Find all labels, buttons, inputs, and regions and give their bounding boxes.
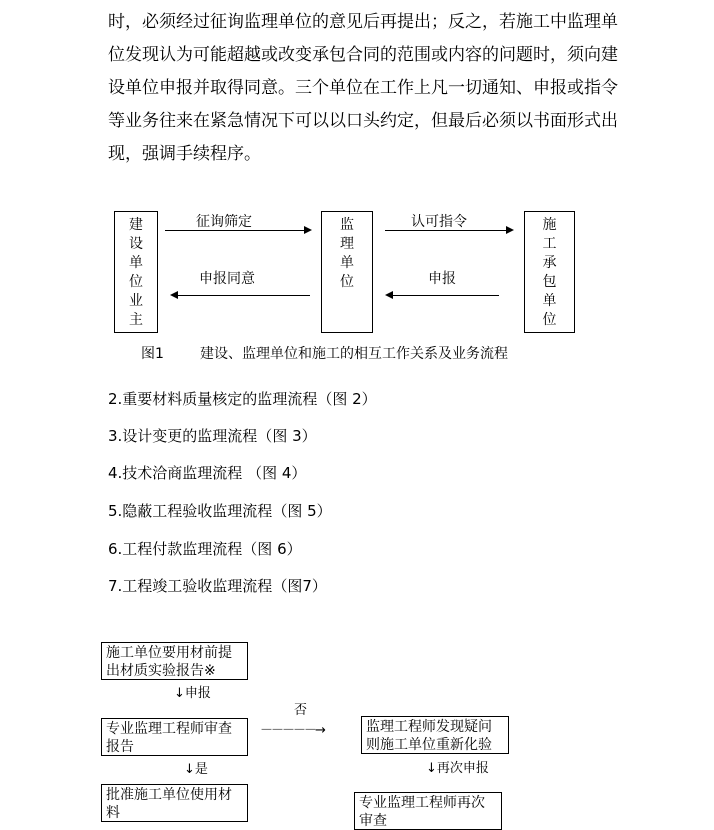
box-supervisor-char: 理: [340, 236, 354, 252]
flow-box-line: 批准施工单位使用材: [106, 787, 232, 803]
box-owner-char: 单: [129, 255, 143, 271]
box-supervisor-char: 位: [340, 274, 354, 290]
list-item: 3.设计变更的监理流程（图 3）: [108, 427, 317, 445]
box-contractor-char: 位: [542, 312, 557, 328]
box-contractor-char: 工: [542, 236, 557, 252]
arrow-right-icon: [304, 226, 312, 234]
box-contractor-char: 单: [542, 293, 557, 309]
flow-box-approve-material: [101, 784, 248, 822]
box-contractor: [524, 211, 575, 333]
body-paragraph: [108, 6, 618, 171]
list-item: 4.技术洽商监理流程 （图 4）: [108, 464, 307, 482]
box-owner-char: 建: [129, 217, 143, 233]
arrow-left-icon: [385, 291, 393, 299]
flow-box-line: 料: [106, 805, 120, 821]
box-contractor-char: 施: [542, 217, 557, 233]
paragraph-line: 时，必须经过征询监理单位的意见后再提出；反之，若施工中监理单: [108, 12, 618, 32]
box-supervisor-char: 监: [340, 217, 354, 233]
figure-caption-text: 建设、监理单位和施工的相互工作关系及业务流程: [200, 346, 508, 362]
box-owner: [114, 211, 158, 333]
flow-box-retest: [361, 716, 509, 754]
box-owner-char: 业: [129, 293, 143, 309]
paragraph-line: 位发现认为可能超越或改变承包合同的范围或内容的问题时，须向建: [108, 45, 618, 65]
flow-box-line: 出材质实验报告※: [106, 663, 216, 679]
arrow-label-approve: 认可指令: [411, 214, 467, 230]
flow-box-line: 专业监理工程师再次: [359, 795, 485, 811]
flow-box-line: 则施工单位重新化验: [366, 737, 492, 753]
flow-box-second-review: [354, 792, 502, 830]
list-item: 7.工程竣工验收监理流程（图7）: [108, 577, 327, 595]
arrow-label-report: 申报: [428, 271, 456, 287]
flow-label-no: 否: [294, 703, 308, 718]
arrow-approve-line: [385, 230, 507, 231]
arrow-left-icon: [170, 291, 178, 299]
paragraph-line: 现，强调手续程序。: [108, 144, 261, 164]
arrow-label-consult: 征询筛定: [196, 214, 252, 230]
flow-box-line: 监理工程师发现疑问: [366, 719, 492, 735]
flow-box-review-report: [101, 718, 248, 756]
flow-box-line: 专业监理工程师审查: [106, 721, 232, 737]
list-item: 2.重要材料质量核定的监理流程（图 2）: [108, 390, 377, 408]
figure-caption-number: 图1: [141, 346, 164, 362]
flow-label-rereport: ↓再次申报: [426, 761, 489, 776]
box-supervisor-char: 单: [340, 255, 354, 271]
list-item: 5.隐蔽工程验收监理流程（图 5）: [108, 502, 332, 520]
arrow-report-agree-line: [178, 295, 310, 296]
box-contractor-char: 承: [542, 255, 557, 271]
flow-box-line: 报告: [106, 739, 134, 755]
box-owner-char: 位: [129, 274, 143, 290]
arrow-consult-line: [165, 230, 305, 231]
flow-box-line: 审查: [359, 813, 387, 829]
flow-dashed-arrow: －－－－－→: [260, 723, 324, 738]
box-owner-char: 设: [129, 236, 143, 252]
arrow-label-report-agree: 申报同意: [199, 271, 255, 287]
flow-box-line: 施工单位要用材前提: [106, 645, 232, 661]
flow-box-submit-report: [101, 642, 248, 680]
flow-label-yes: ↓是: [184, 762, 208, 777]
box-owner-char: 主: [129, 312, 143, 328]
paragraph-line: 设单位申报并取得同意。三个单位在工作上凡一切通知、申报或指令: [108, 78, 618, 98]
arrow-report-line: [393, 295, 499, 296]
box-contractor-char: 包: [542, 274, 557, 290]
paragraph-line: 等业务往来在紧急情况下可以以口头约定，但最后必须以书面形式出: [108, 111, 618, 131]
list-item: 6.工程付款监理流程（图 6）: [108, 540, 302, 558]
flow-label-report: ↓申报: [174, 686, 211, 701]
box-supervisor: [321, 211, 373, 333]
arrow-right-icon: [506, 226, 514, 234]
